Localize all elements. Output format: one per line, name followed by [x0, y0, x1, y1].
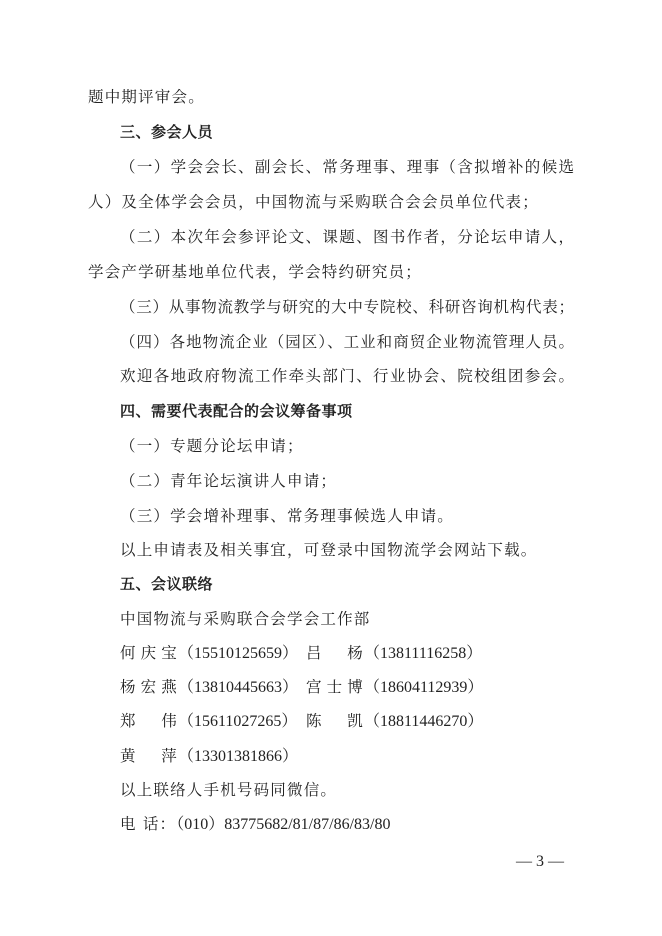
paragraph-line: 学会产学研基地单位代表，学会特约研究员；	[88, 263, 423, 281]
paragraph-line: （一）专题分论坛申请；	[120, 437, 304, 455]
contact-name: 陈凯	[306, 712, 364, 730]
paragraph-line: （四）各地物流企业（园区）、工业和商贸企业物流管理人员。	[120, 333, 574, 351]
section-heading-contact: 五、会议联络	[120, 575, 214, 593]
paragraph-line: （三）从事物流教学与研究的大中专院校、科研咨询机构代表；	[120, 298, 574, 316]
contact-name: 黄萍	[120, 747, 178, 765]
paragraph-line: 题中期评审会。	[88, 88, 205, 106]
wechat-note: 以上联络人手机号码同微信。	[120, 781, 338, 799]
contact-phone: （15611027265）	[178, 713, 298, 730]
organization-name: 中国物流与采购联合会学会工作部	[120, 610, 371, 628]
phone-label: 电 话：	[120, 815, 177, 833]
paragraph-line: 人）及全体学会会员，中国物流与采购联合会会员单位代表；	[88, 193, 539, 211]
contact-row	[120, 745, 574, 767]
contact-name: 杨宏燕	[120, 678, 178, 696]
paragraph-line: 以上申请表及相关事宜，可登录中国物流学会网站下载。	[120, 541, 538, 559]
office-phone: （010）83775682/81/87/86/83/80	[176, 816, 391, 833]
contact-name: 郑伟	[120, 712, 178, 730]
contact-phone: （18811446270）	[364, 713, 484, 730]
contact-phone: （13811116258）	[364, 645, 483, 662]
paragraph-line: （二）本次年会参评论文、课题、图书作者，分论坛申请人，	[120, 228, 574, 246]
paragraph-line: （一）学会会长、副会长、常务理事、理事（含拟增补的候选	[120, 158, 574, 176]
section-heading-preparation: 四、需要代表配合的会议筹备事项	[120, 402, 353, 420]
contact-row	[120, 710, 574, 732]
section-heading-attendees: 三、参会人员	[120, 123, 214, 141]
contact-row	[120, 642, 574, 664]
paragraph-line: （三）学会增补理事、常务理事候选人申请。	[120, 507, 455, 525]
paragraph-line: （二）青年论坛演讲人申请；	[120, 472, 338, 490]
contact-phone: （13301381866）	[178, 748, 299, 765]
contact-phone: （13810445663）	[178, 679, 299, 696]
page-number: — 3 —	[516, 853, 564, 870]
contact-phone: （18604112939）	[364, 679, 484, 696]
office-phone-line	[120, 813, 574, 835]
contact-phone: （15510125659）	[178, 645, 299, 662]
contact-name: 吕杨	[306, 644, 364, 662]
paragraph-line: 欢迎各地政府物流工作牵头部门、行业协会、院校组团参会。	[120, 367, 574, 385]
contact-row	[120, 676, 574, 698]
contact-name: 宫士博	[306, 678, 364, 696]
contact-name: 何庆宝	[120, 644, 178, 662]
